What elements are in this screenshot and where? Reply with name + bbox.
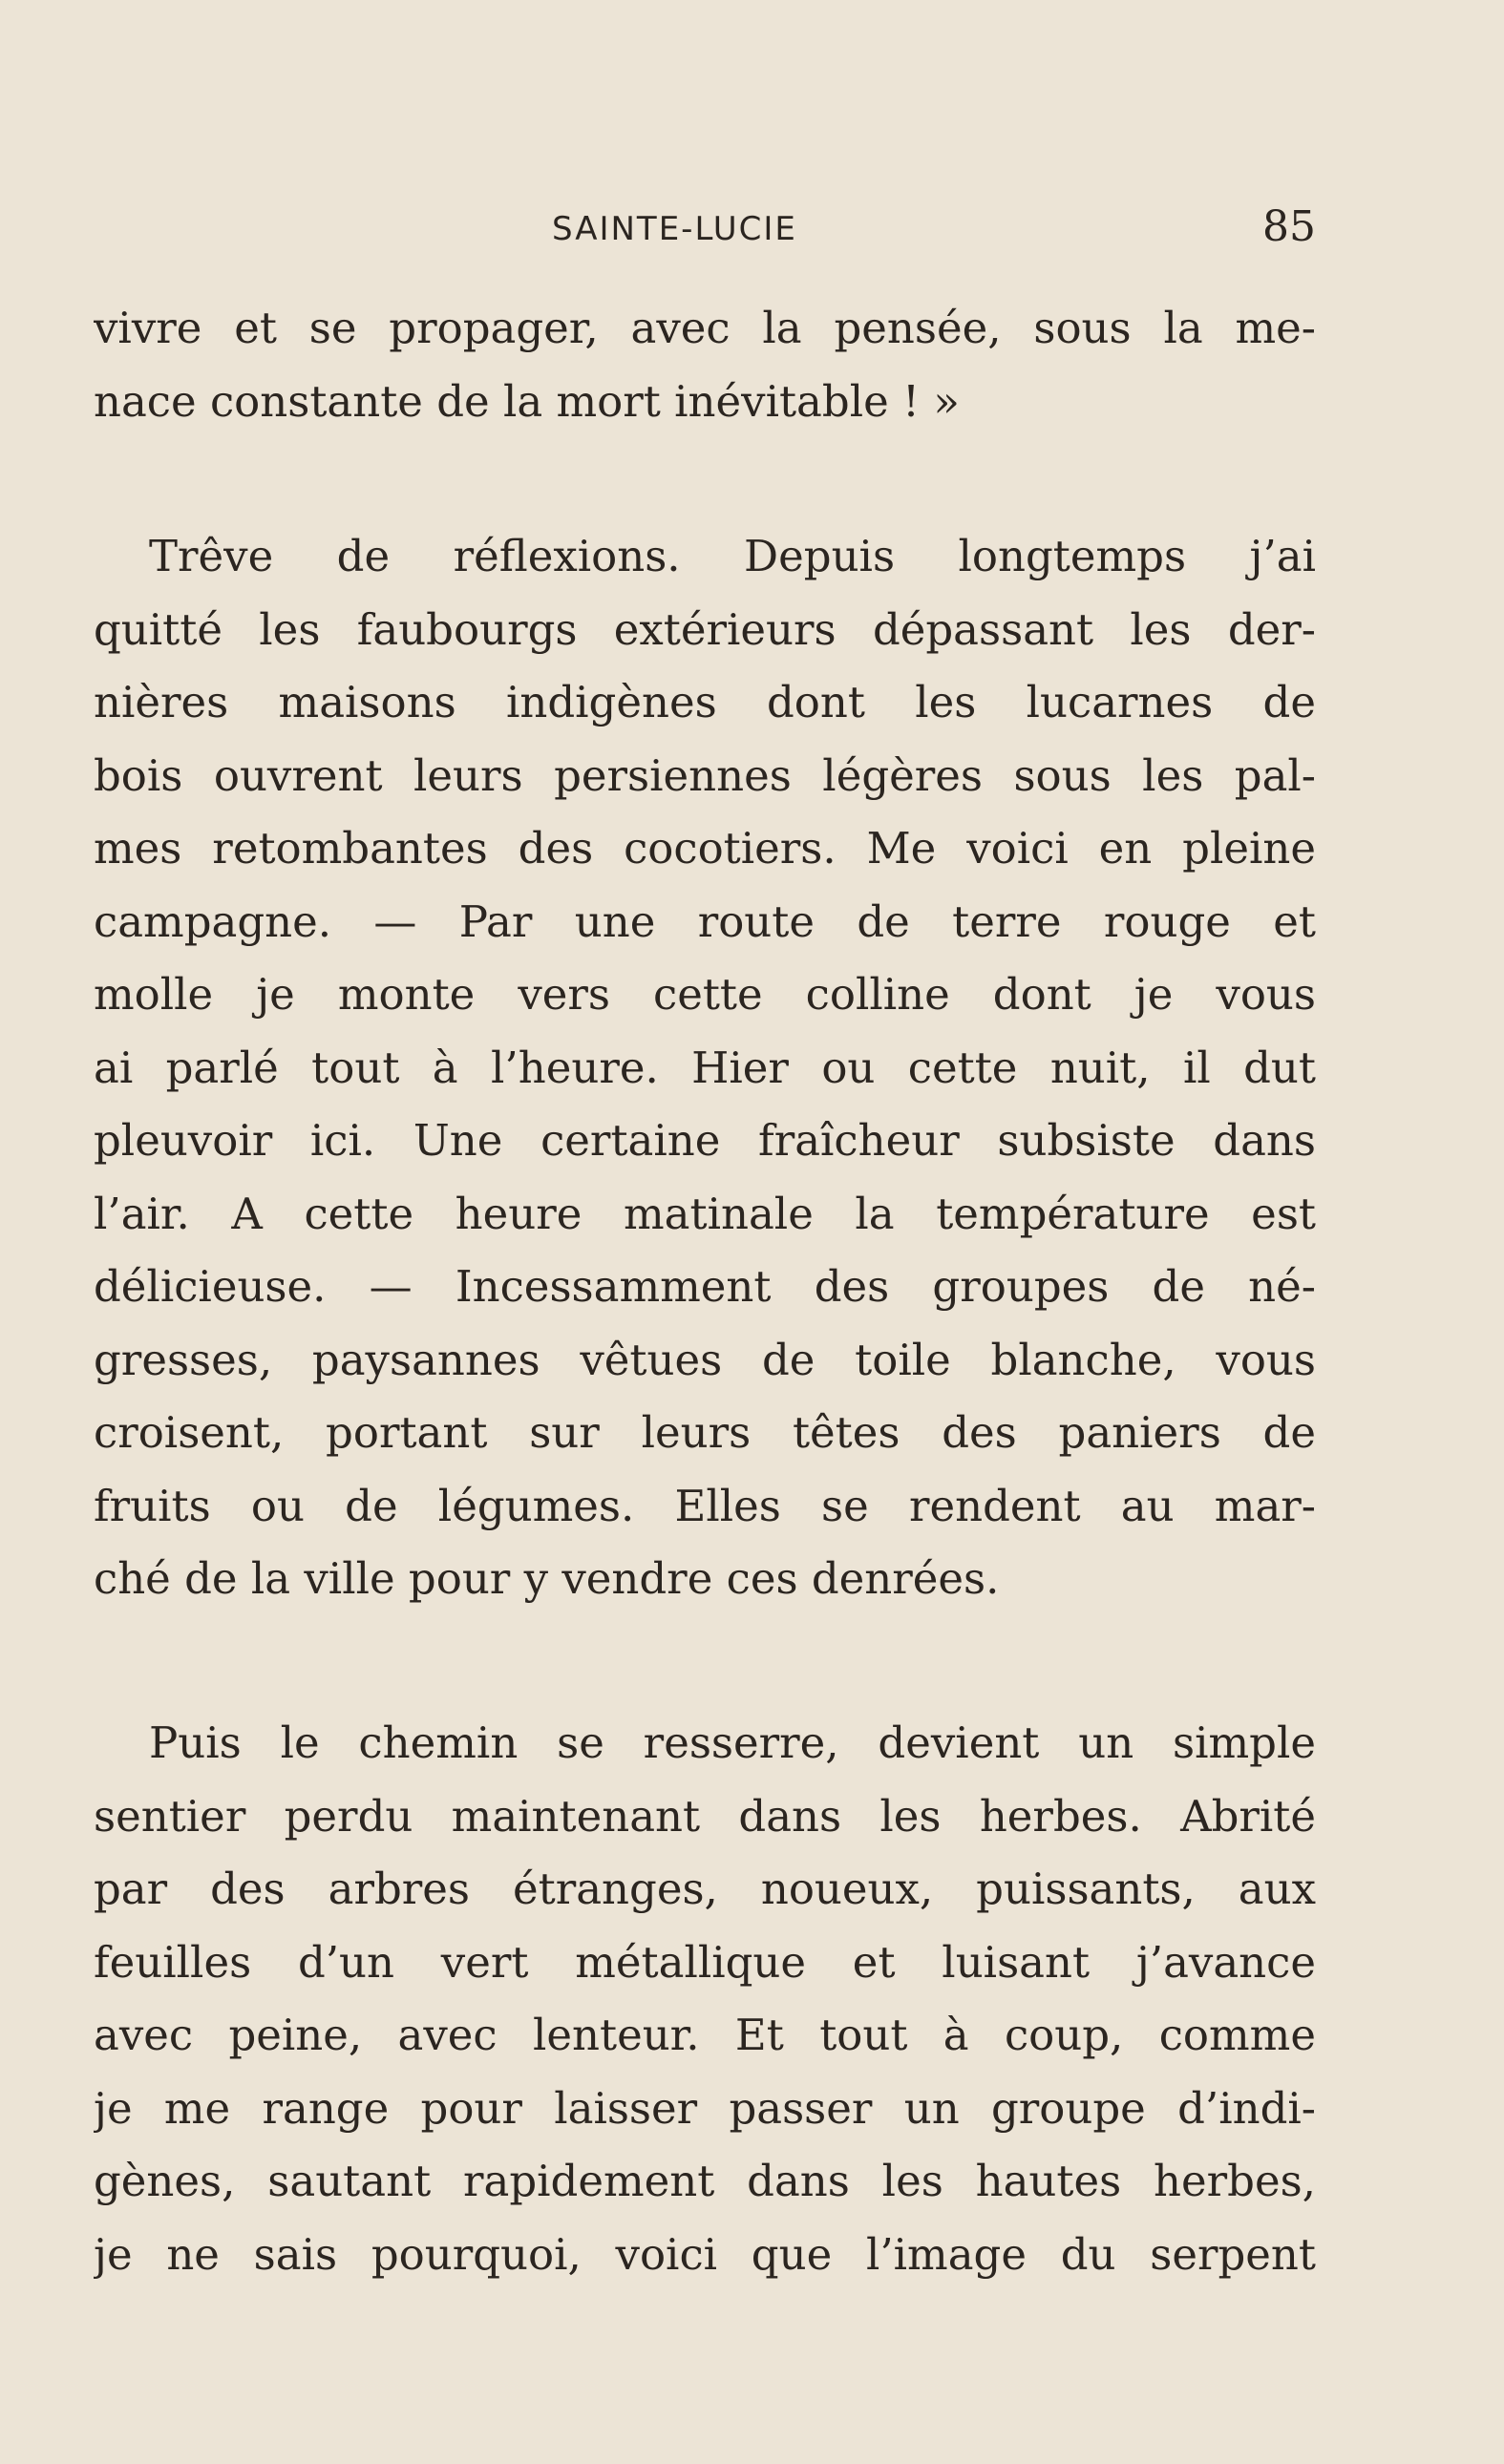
text-line: campagne. — Par une route de terre rouge et <box>94 895 1316 947</box>
paragraph-2 <box>94 520 1316 1616</box>
text-line: nace constante de la mort inévitable ! » <box>94 375 960 427</box>
text-line: fruits ou de légumes. Elles se rendent au mar- <box>94 1480 1316 1531</box>
running-title: SAINTE-LUCIE <box>552 210 797 248</box>
text-line: Trêve de réflexions. Depuis longtemps j’ai <box>149 531 1316 581</box>
text-line: gènes, sautant rapidement dans les hautes herbes, <box>94 2156 1316 2206</box>
paragraph-1 <box>94 292 1316 438</box>
text-line: Puis le chemin se resserre, devient un simple <box>149 1717 1316 1768</box>
text-line: ai parlé tout à l’heure. Hier ou cette nuit, il dut <box>94 1042 1316 1093</box>
text-line: feuilles d’un vert métallique et luisant j’avance <box>94 1936 1316 1988</box>
page-header <box>94 202 1316 260</box>
text-line: molle je monte vers cette colline dont je vous <box>94 969 1316 1020</box>
text-line: par des arbres étranges, noueux, puissants, aux <box>94 1864 1316 1914</box>
text-line: délicieuse. — Incessamment des groupes de né- <box>94 1261 1316 1312</box>
page-number: 85 <box>1262 202 1316 251</box>
paragraph-3 <box>94 1707 1316 2291</box>
text-line: l’air. A cette heure matinale la température est <box>94 1188 1316 1239</box>
text-line: avec peine, avec lenteur. Et tout à coup, comme <box>94 2010 1316 2060</box>
text-line: ché de la ville pour y vendre ces denrées. <box>94 1553 1000 1604</box>
text-line: nières maisons indigènes dont les lucarnes de <box>94 677 1316 727</box>
text-line: mes retombantes des cocotiers. Me voici en pleine <box>94 823 1316 874</box>
text-line: croisent, portant sur leurs têtes des paniers de <box>94 1407 1316 1458</box>
text-line: vivre et se propager, avec la pensée, sous la me- <box>94 303 1316 353</box>
text-line: je me range pour laisser passer un groupe d’indi- <box>94 2082 1316 2134</box>
text-line: gresses, paysannes vêtues de toile blanche, vous <box>94 1334 1316 1385</box>
text-line: quitté les faubourgs extérieurs dépassant les der- <box>94 603 1316 655</box>
text-line: je ne sais pourquoi, voici que l’image du serpent <box>94 2228 1316 2280</box>
text-line: pleuvoir ici. Une certaine fraîcheur subsiste dans <box>94 1115 1316 1166</box>
text-line: bois ouvrent leurs persiennes légères sous les pal- <box>94 749 1316 801</box>
text-line: sentier perdu maintenant dans les herbes. Abrité <box>94 1790 1316 1842</box>
